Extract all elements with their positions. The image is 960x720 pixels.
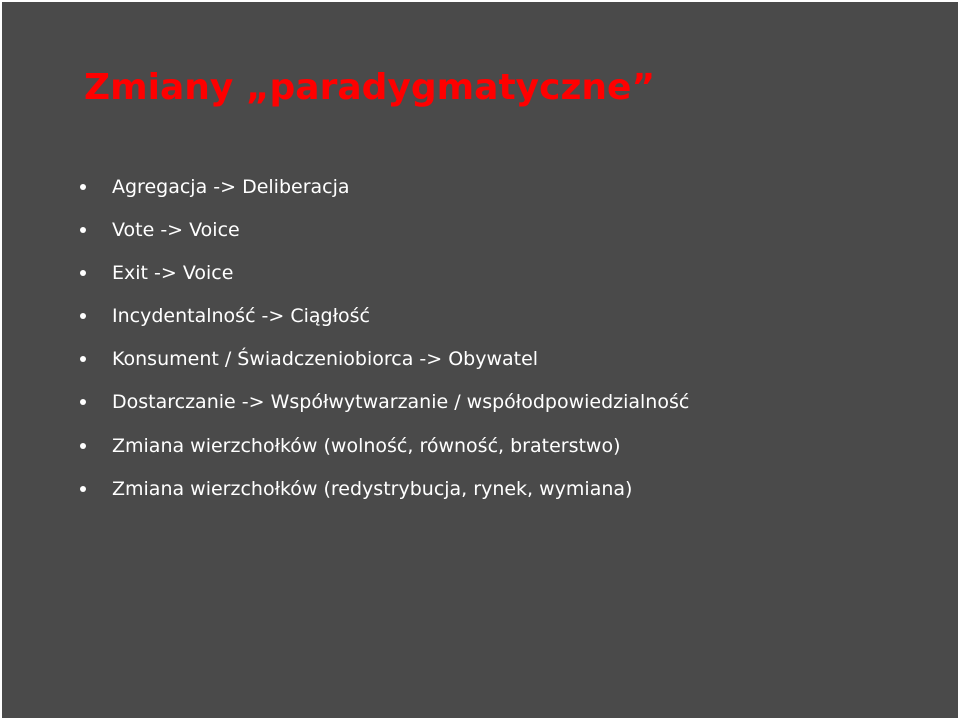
- list-item: [76, 426, 689, 470]
- bullet-text: Zmiana wierzchołków (wolność, równość, braterstwo): [112, 434, 621, 457]
- slide-title: Zmiany „paradygmatyczne”: [84, 67, 656, 108]
- slide: [2, 2, 958, 718]
- list-item: [76, 469, 689, 513]
- list-item: [76, 382, 689, 426]
- bullet-text: Dostarczanie -> Współwytwarzanie / współodpowiedzialność: [112, 391, 690, 413]
- bullet-text: Agregacja -> Deliberacja: [112, 176, 350, 198]
- bullet-dot-icon: [80, 313, 86, 319]
- list-item: [76, 210, 689, 253]
- list-item: [76, 339, 689, 382]
- bullet-dot-icon: [80, 356, 86, 362]
- list-item: [76, 253, 689, 296]
- bullet-text: Exit -> Voice: [112, 262, 234, 284]
- bullet-list: [76, 167, 689, 513]
- bullet-dot-icon: [80, 443, 86, 449]
- bullet-dot-icon: [80, 399, 86, 405]
- bullet-text: Konsument / Świadczeniobiorca -> Obywatel: [112, 348, 539, 370]
- bullet-dot-icon: [80, 486, 86, 492]
- bullet-text: Incydentalność -> Ciągłość: [112, 305, 370, 327]
- bullet-dot-icon: [80, 184, 86, 190]
- bullet-text: Zmiana wierzchołków (redystrybucja, rynek, wymiana): [112, 478, 633, 501]
- list-item: [76, 296, 689, 339]
- bullet-dot-icon: [80, 270, 86, 276]
- bullet-dot-icon: [80, 227, 86, 233]
- bullet-text: Vote -> Voice: [112, 219, 240, 241]
- list-item: [76, 167, 689, 210]
